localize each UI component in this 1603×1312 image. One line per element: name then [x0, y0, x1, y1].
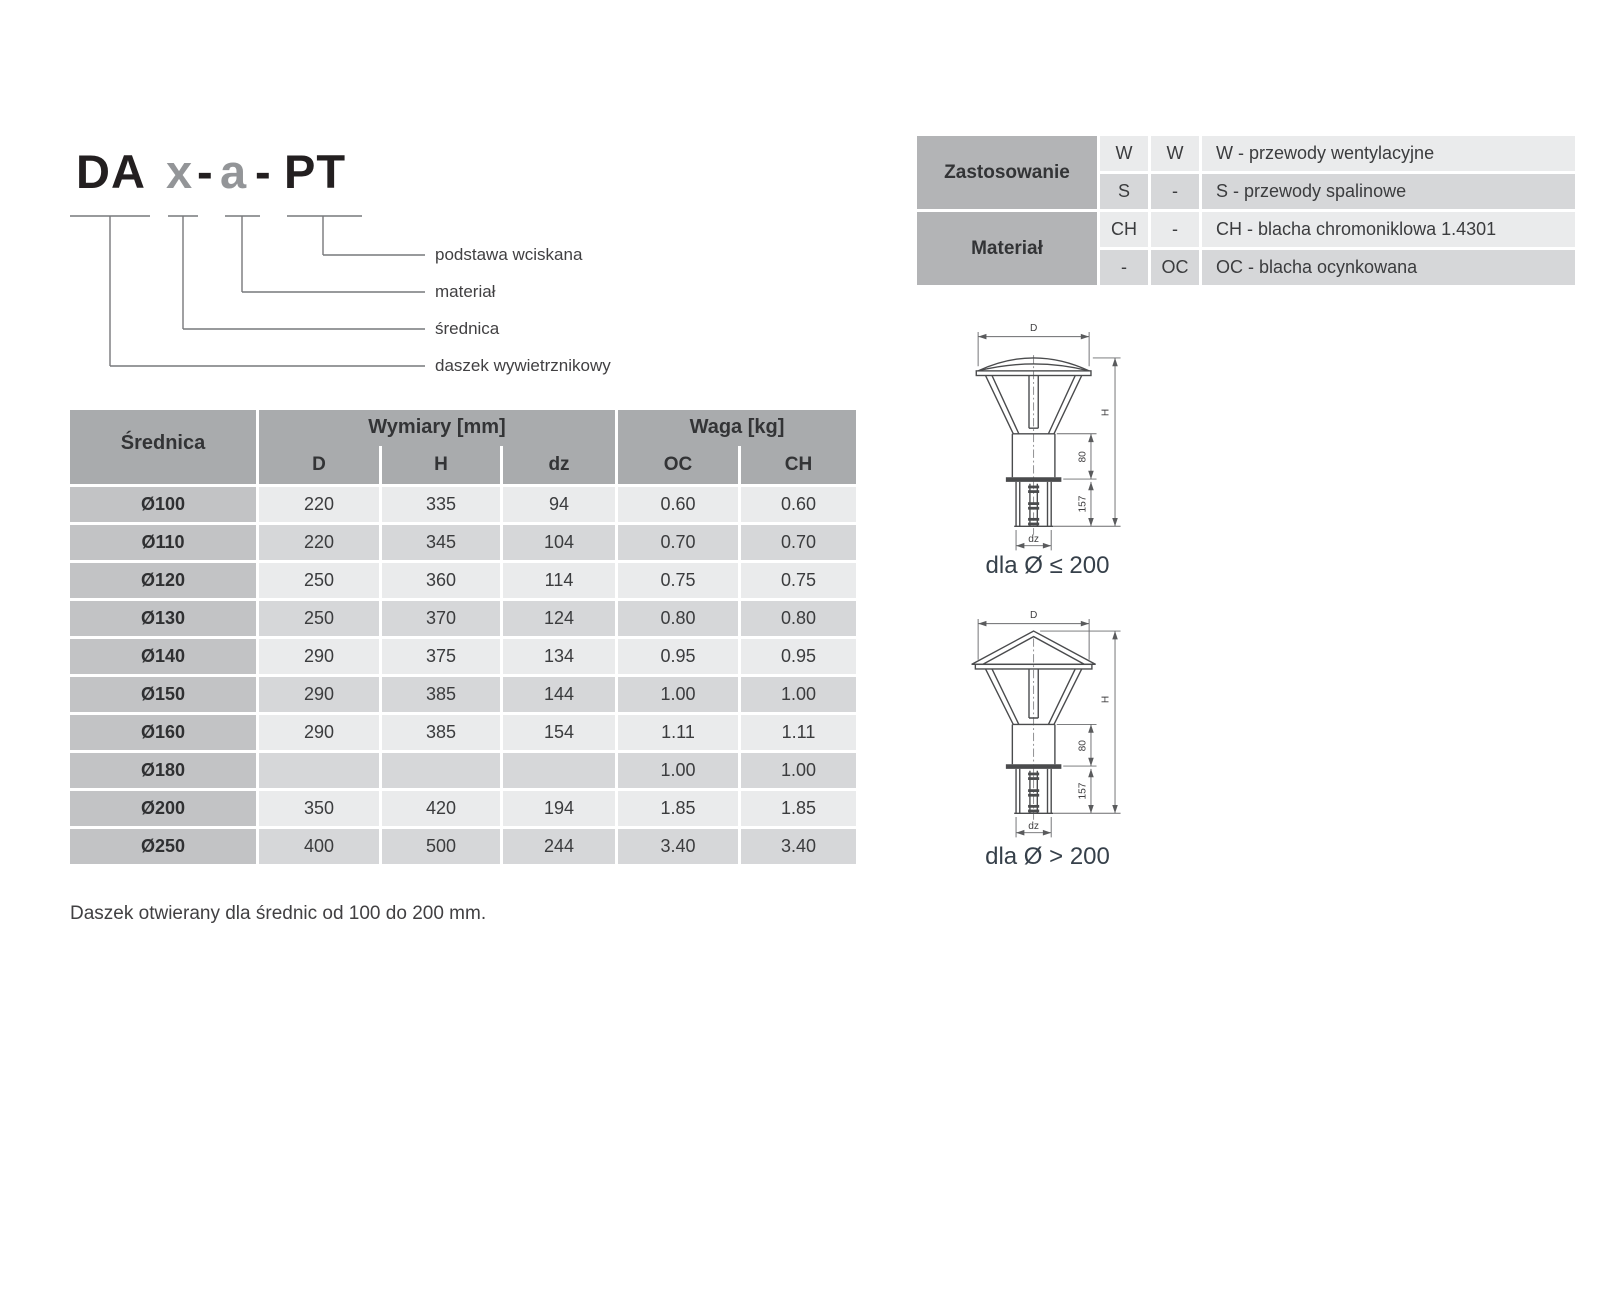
dimensions-table [70, 410, 856, 868]
table-cell: 1.11 [741, 715, 856, 750]
table-cell: Ø120 [70, 563, 256, 598]
table-cell: W [1151, 136, 1199, 171]
table-cell: Ø180 [70, 753, 256, 788]
table-cell: 0.70 [618, 525, 738, 560]
drawing-caption-small: dla Ø ≤ 200 [985, 552, 1110, 579]
application-material-table [917, 136, 1575, 323]
table-cell: 1.00 [618, 753, 738, 788]
table-cell: 1.11 [618, 715, 738, 750]
table-row [70, 791, 856, 826]
table-cell: 335 [382, 487, 500, 522]
cap-drawing-dome [955, 320, 1140, 553]
dim-label-d: D [1029, 610, 1038, 622]
table-cell: 1.00 [741, 677, 856, 712]
header-label-oc: OC [663, 454, 693, 475]
dim-label-h: H [1100, 695, 1112, 704]
table-cell: W [1100, 136, 1148, 171]
table-cell: Ø150 [70, 677, 256, 712]
table-cell [503, 753, 615, 788]
header-label-ch: CH [784, 454, 813, 475]
table-cell: 244 [503, 829, 615, 864]
table-cell: Ø110 [70, 525, 256, 560]
table-cell: 220 [259, 525, 379, 560]
table-cell: 3.40 [741, 829, 856, 864]
code-label-material: materiał [435, 282, 496, 301]
table-cell: 144 [503, 677, 615, 712]
table-cell: 124 [503, 601, 615, 636]
table-cell [259, 753, 379, 788]
code-hyphen: - [255, 145, 272, 198]
table-cell: S [1100, 174, 1148, 209]
table-row [70, 563, 856, 598]
code-label-srednica: średnica [435, 319, 500, 338]
table-cell: 250 [259, 601, 379, 636]
table-cell: CH - blacha chromoniklowa 1.4301 [1202, 212, 1575, 247]
group-header-material: Materiał [917, 212, 1097, 285]
table-cell: CH [1100, 212, 1148, 247]
group-header-zastosowanie: Zastosowanie [917, 136, 1097, 209]
table-row [70, 829, 856, 864]
table-cell: 3.40 [618, 829, 738, 864]
table-cell: 194 [503, 791, 615, 826]
dim-label-dz: dz [1028, 533, 1039, 545]
table-cell: 350 [259, 791, 379, 826]
table-cell: S - przewody spalinowe [1202, 174, 1575, 209]
table-cell: Ø100 [70, 487, 256, 522]
dim-label-157: 157 [1077, 495, 1089, 513]
table-cell: - [1151, 212, 1199, 247]
table-cell: 0.95 [618, 639, 738, 674]
table-row [70, 639, 856, 674]
table-cell: 360 [382, 563, 500, 598]
footnote: Daszek otwierany dla średnic od 100 do 200 mm. [70, 903, 487, 924]
table-cell: Ø140 [70, 639, 256, 674]
table-cell: Ø250 [70, 829, 256, 864]
table-cell: 220 [259, 487, 379, 522]
code-part-da: DA [76, 145, 146, 198]
table-cell: 94 [503, 487, 615, 522]
table-row [70, 487, 856, 522]
table-cell: 385 [382, 677, 500, 712]
table-cell: 400 [259, 829, 379, 864]
table-cell: Ø200 [70, 791, 256, 826]
table-cell: 345 [382, 525, 500, 560]
table-cell: 104 [503, 525, 615, 560]
table-cell: 1.00 [618, 677, 738, 712]
dim-label-d: D [1029, 323, 1038, 335]
table-cell: Ø160 [70, 715, 256, 750]
code-leader-lines [60, 200, 440, 380]
table-cell: 0.60 [741, 487, 856, 522]
dim-label-h: H [1100, 408, 1112, 417]
table-cell: 0.75 [741, 563, 856, 598]
table-cell: 0.75 [618, 563, 738, 598]
header-label: Średnica [120, 432, 206, 454]
table-cell: 154 [503, 715, 615, 750]
header-label: Wymiary [mm] [368, 416, 506, 438]
table-cell: 370 [382, 601, 500, 636]
header-label: Waga [kg] [689, 416, 785, 438]
header-label-d: D [312, 454, 326, 475]
header-label-dz: dz [548, 454, 570, 475]
table-cell: Ø130 [70, 601, 256, 636]
table-cell: - [1151, 174, 1199, 209]
table-cell: OC - blacha ocynkowana [1202, 250, 1575, 285]
table-cell: 1.00 [741, 753, 856, 788]
code-label-podstawa: podstawa wciskana [435, 245, 583, 264]
code-hyphen: - [197, 145, 214, 198]
table-row [70, 525, 856, 560]
table-cell: - [1100, 250, 1148, 285]
table-cell: W - przewody wentylacyjne [1202, 136, 1575, 171]
dim-label-80: 80 [1077, 740, 1089, 752]
table-cell: 290 [259, 715, 379, 750]
code-part-pt: PT [284, 145, 347, 198]
table-row [70, 677, 856, 712]
table-cell: 114 [503, 563, 615, 598]
table-cell: 375 [382, 639, 500, 674]
table-cell: 1.85 [741, 791, 856, 826]
table-cell: 420 [382, 791, 500, 826]
dim-label-157: 157 [1077, 782, 1089, 800]
table-cell: 290 [259, 677, 379, 712]
dim-label-dz: dz [1028, 820, 1039, 832]
header-label-h: H [434, 454, 448, 475]
dim-label-80: 80 [1077, 451, 1089, 463]
code-part-a: a [220, 145, 248, 198]
table-cell: 500 [382, 829, 500, 864]
table-cell: 385 [382, 715, 500, 750]
table-cell: 0.80 [741, 601, 856, 636]
table-cell: 0.95 [741, 639, 856, 674]
cap-drawing-pointed [955, 607, 1140, 840]
code-part-x: x [166, 145, 194, 198]
table-row [70, 753, 856, 788]
code-label-daszek: daszek wywietrznikowy [435, 356, 611, 375]
table-cell: 250 [259, 563, 379, 598]
drawing-caption-large: dla Ø > 200 [985, 843, 1110, 870]
table-cell [382, 753, 500, 788]
table-row [70, 715, 856, 750]
table-cell: 1.85 [618, 791, 738, 826]
table-cell: 0.70 [741, 525, 856, 560]
table-cell: 134 [503, 639, 615, 674]
table-cell: 0.60 [618, 487, 738, 522]
table-row [70, 601, 856, 636]
table-cell: 0.80 [618, 601, 738, 636]
table-cell: OC [1151, 250, 1199, 285]
table-cell: 290 [259, 639, 379, 674]
